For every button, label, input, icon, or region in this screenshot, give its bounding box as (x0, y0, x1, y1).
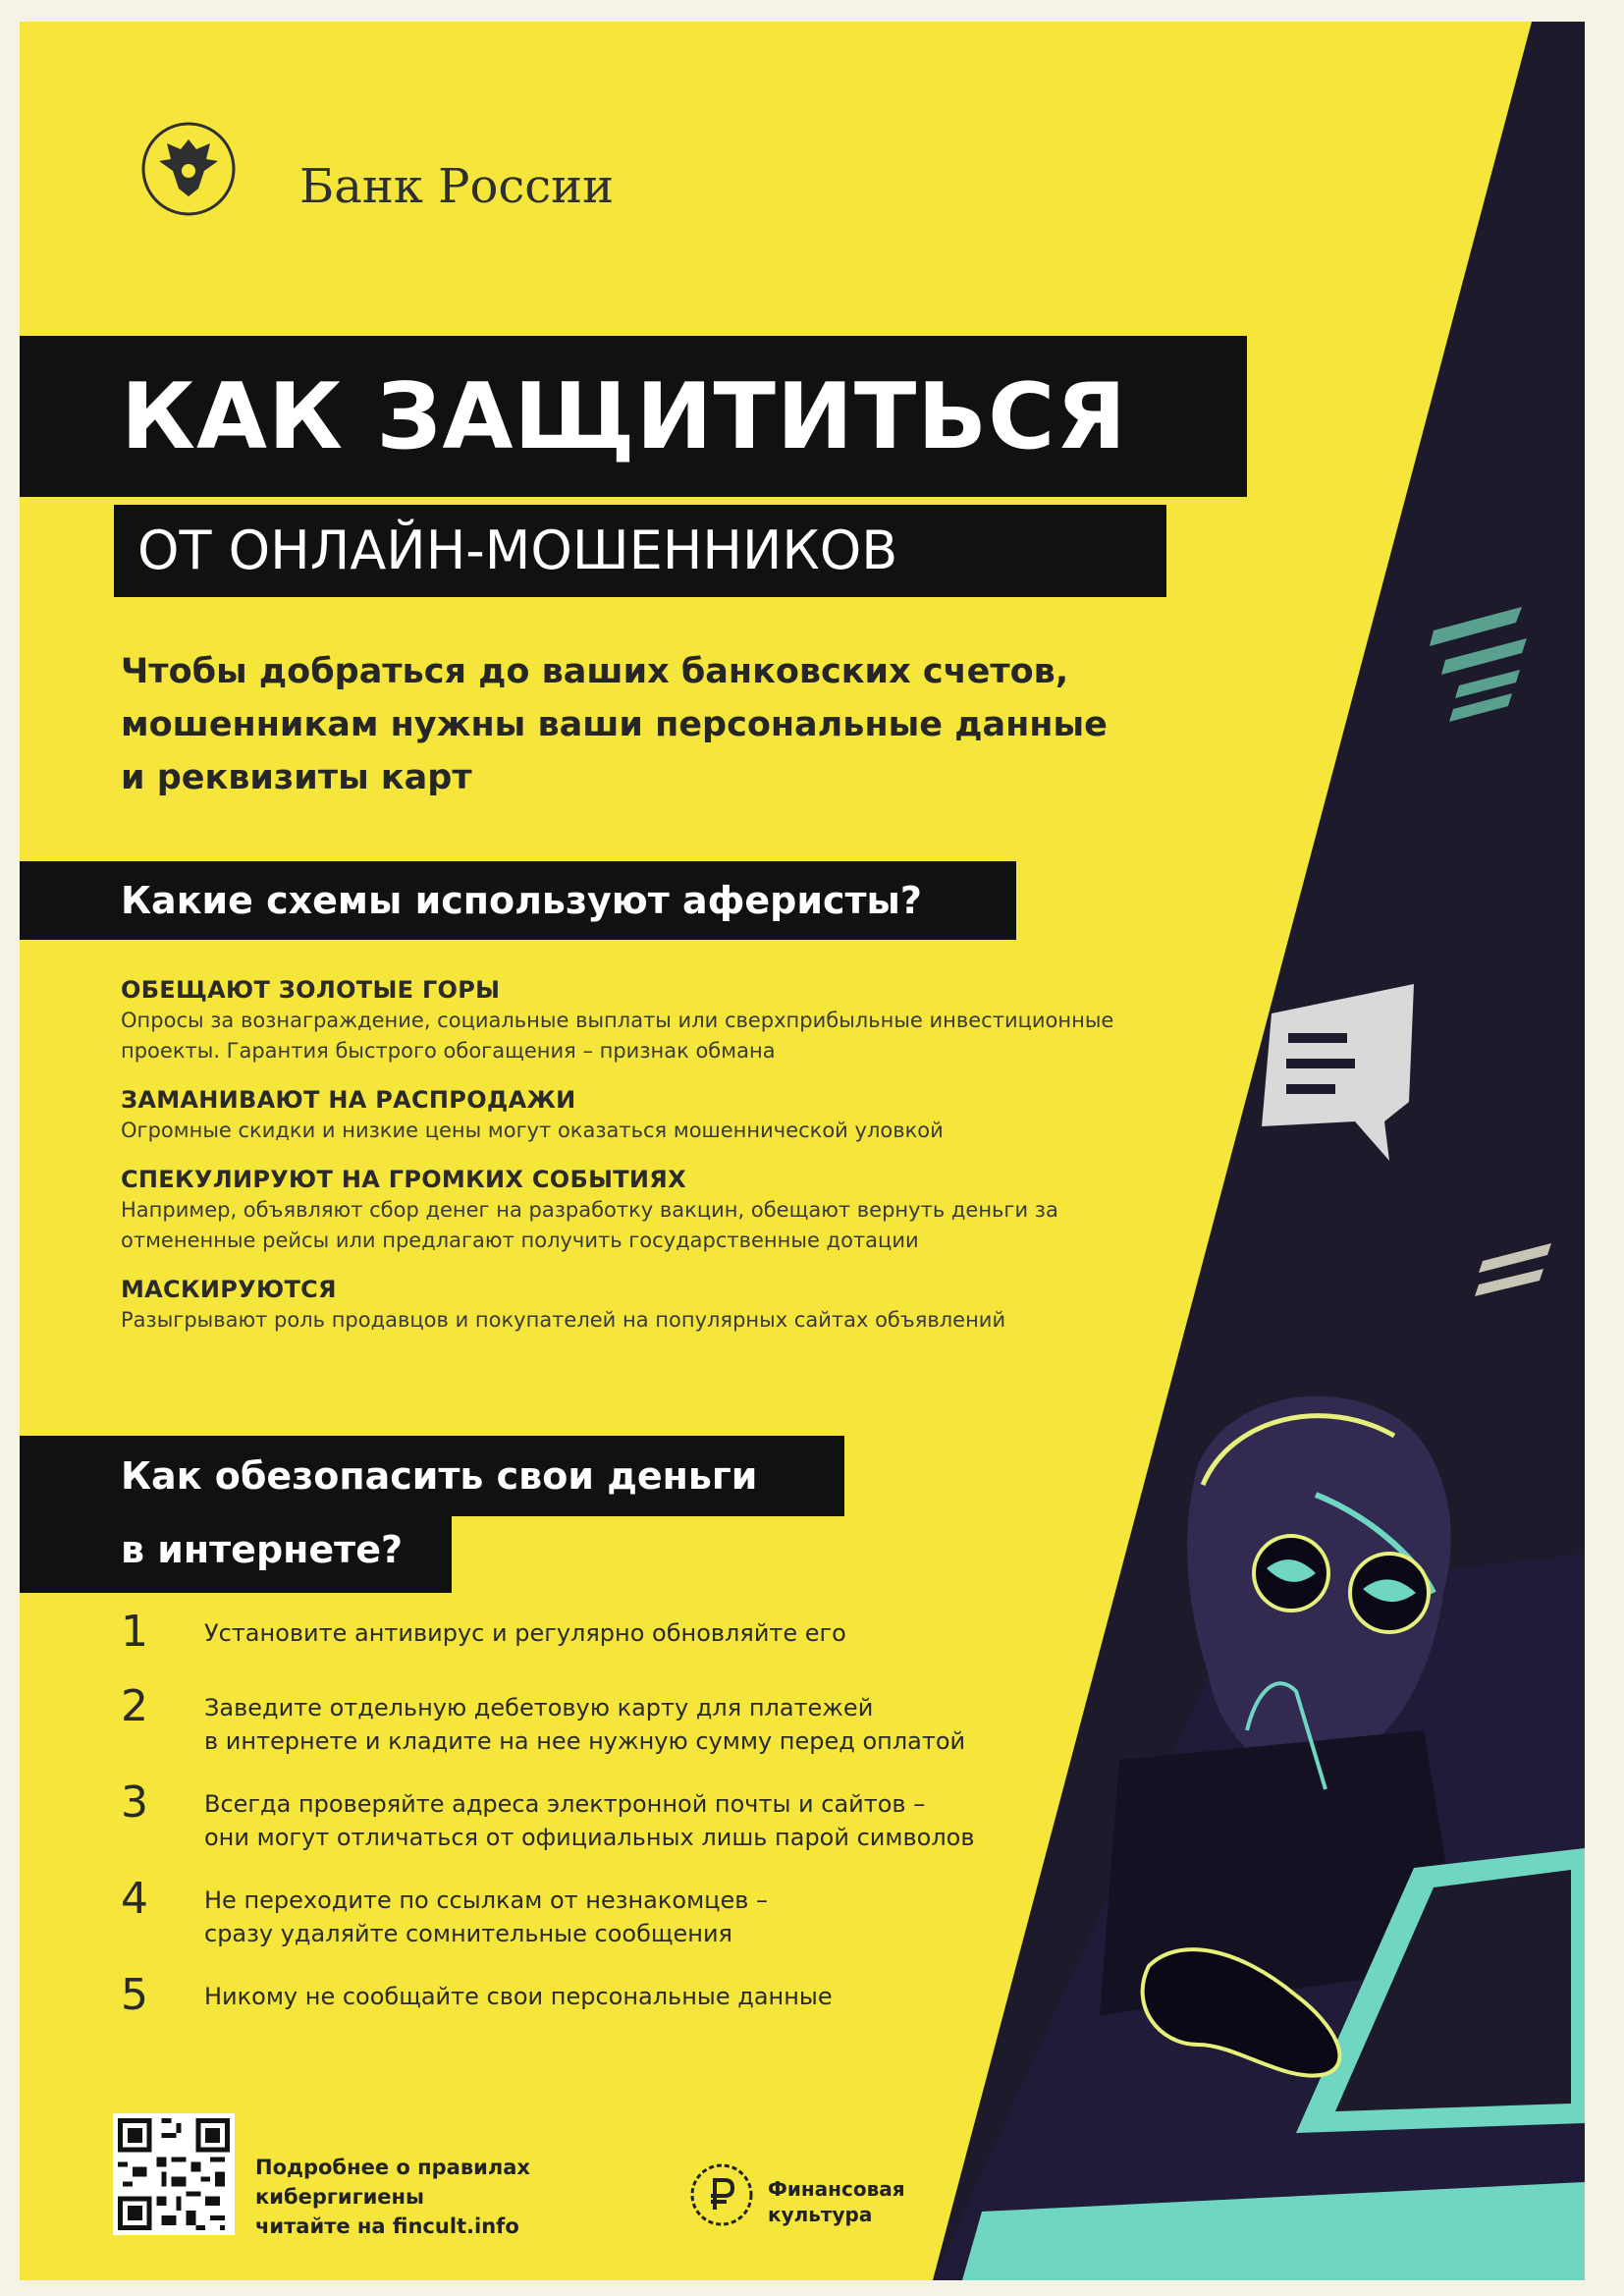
protect-heading-line: в интернете? (20, 1514, 452, 1593)
protect-heading-line: Как обезопасить свои деньги (20, 1436, 844, 1516)
tip-number: 5 (121, 1970, 148, 2020)
scheme-title: МАСКИРУЮТСЯ (121, 1276, 337, 1303)
qr-code[interactable] (113, 2113, 235, 2235)
tip-text (204, 1613, 1063, 1650)
eagle-emblem-icon (139, 120, 238, 218)
list-item (121, 974, 1142, 1066)
intro-line: Чтобы добраться до ваших банковских счетов, (121, 652, 1069, 691)
list-item (121, 1164, 1142, 1256)
tip-text (204, 1687, 1063, 1758)
scheme-text: Например, объявляют сбор денег на разработку вакцин, обещают вернуть деньги за отмененные рейсы или предлагают получить государственные дотации (121, 1198, 1058, 1252)
scheme-text: Опросы за вознаграждение, социальные выплаты или сверхприбыльные инвестиционные проекты. Гарантия быстрого обогащения – признак обмана (121, 1009, 1114, 1063)
tip-number: 4 (121, 1874, 148, 1924)
scheme-title: ЗАМАНИВАЮТ НА РАСПРОДАЖИ (121, 1086, 576, 1114)
tip-text (204, 1880, 1063, 1950)
list-item (121, 1681, 1063, 1758)
footer-link[interactable]: читайте на fincult.info (255, 2214, 519, 2238)
scheme-text: Огромные скидки и низкие цены могут оказаться мошеннической уловкой (121, 1119, 944, 1142)
tip-number: 3 (121, 1777, 148, 1828)
intro-text (121, 645, 1220, 804)
page-title: КАК ЗАЩИТИТЬСЯ (20, 336, 1247, 497)
footer-line: кибергигиены (255, 2185, 425, 2209)
poster (20, 22, 1585, 2280)
tip-line: в интернете и кладите на нее нужную сумму перед оплатой (204, 1727, 966, 1755)
tip-line: Не переходите по ссылкам от незнакомцев – (204, 1886, 769, 1914)
tip-line: Всегда проверяйте адреса электронной почты и сайтов – (204, 1790, 926, 1818)
fincult-brand (768, 2176, 905, 2227)
footer-line: Подробнее о правилах (255, 2156, 530, 2179)
protect-heading (20, 1436, 844, 1593)
footer-text (255, 2153, 530, 2241)
tip-line: Заведите отдельную дебетовую карту для платежей (204, 1694, 874, 1722)
tip-number: 1 (121, 1607, 148, 1657)
tip-text (204, 1976, 1063, 2013)
list-item (121, 1274, 1142, 1336)
intro-line: и реквизиты карт (121, 758, 472, 797)
scheme-title: ОБЕЩАЮТ ЗОЛОТЫЕ ГОРЫ (121, 976, 501, 1004)
schemes-list (121, 974, 1142, 1353)
list-item (121, 1607, 1063, 1662)
tips-list (121, 1607, 1063, 2050)
list-item (121, 1777, 1063, 1854)
scheme-text: Разыгрывают роль продавцов и покупателей на популярных сайтах объявлений (121, 1308, 1006, 1332)
intro-line: мошенникам нужны ваши персональные данные (121, 705, 1108, 744)
tip-line: Никому не сообщайте свои персональные данные (204, 1983, 833, 2010)
brand-line: Финансовая (768, 2177, 905, 2201)
tip-text (204, 1783, 1063, 1854)
ruble-circle-icon (687, 2160, 756, 2229)
tip-line: сразу удаляйте сомнительные сообщения (204, 1920, 732, 1947)
list-item (121, 1970, 1063, 2025)
list-item (121, 1874, 1063, 1950)
bank-name: Банк России (299, 159, 615, 214)
tip-number: 2 (121, 1681, 148, 1731)
scheme-title: СПЕКУЛИРУЮТ НА ГРОМКИХ СОБЫТИЯХ (121, 1166, 686, 1193)
schemes-heading: Какие схемы используют аферисты? (20, 861, 1016, 940)
list-item (121, 1084, 1142, 1146)
brand-line: культура (768, 2203, 873, 2226)
tip-line: Установите антивирус и регулярно обновляйте его (204, 1619, 846, 1647)
page-subtitle: ОТ ОНЛАЙН-МОШЕННИКОВ (114, 505, 1166, 597)
tip-line: они могут отличаться от официальных лишь парой символов (204, 1824, 975, 1851)
